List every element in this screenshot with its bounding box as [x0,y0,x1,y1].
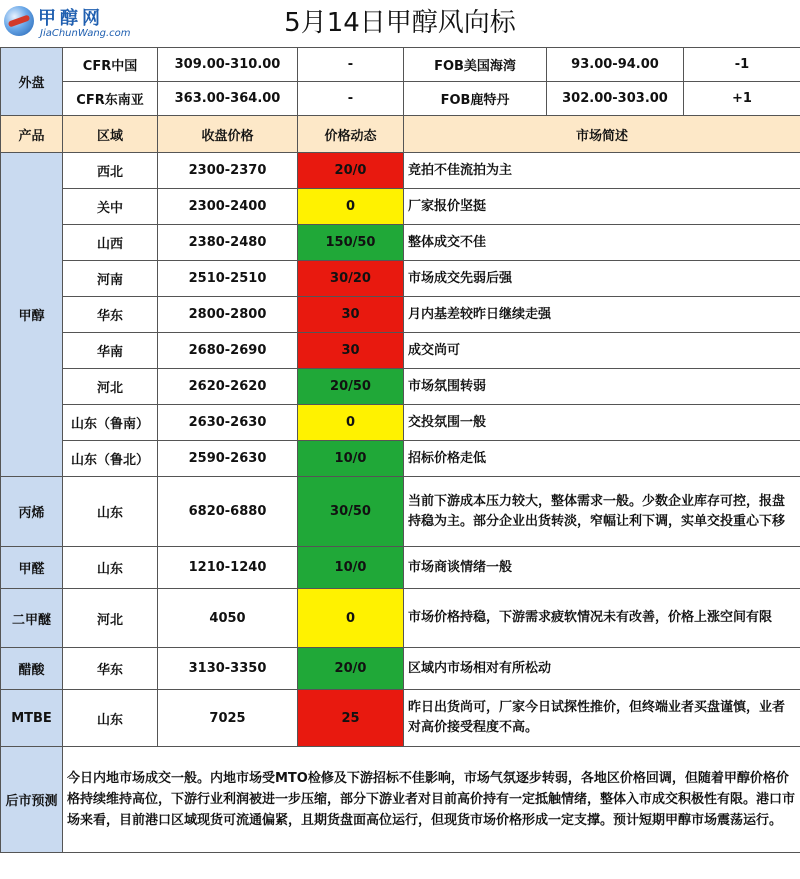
price-cell: 3130-3350 [158,648,298,690]
price-cell: 2590-2630 [158,441,298,477]
region-cell: 山东（鲁南） [63,405,158,441]
price-cell: 2620-2620 [158,369,298,405]
product-mtbe: MTBE [1,690,63,747]
product-methanol: 甲醇 [1,153,63,477]
brief-cell: 市场商谈情绪一般 [404,547,800,589]
region-cell: 河北 [63,589,158,648]
product-propylene: 丙烯 [1,477,63,547]
external-price: 309.00-310.00 [158,48,298,82]
price-table [0,47,800,853]
price-cell: 2510-2510 [158,261,298,297]
header-region: 区域 [63,116,158,153]
external-change: +1 [684,82,800,116]
sheet-header [0,0,800,48]
brief-cell: 市场氛围转弱 [404,369,800,405]
region-cell: 河北 [63,369,158,405]
price-cell: 7025 [158,690,298,747]
price-cell: 1210-1240 [158,547,298,589]
forecast-label: 后市预测 [1,747,63,853]
external-port: CFR东南亚 [63,82,158,116]
table-row [1,441,800,477]
region-cell: 山东 [63,547,158,589]
external-row [1,48,800,82]
logo-chinese-text: 甲醇网 [38,8,104,29]
trend-cell: 20/0 [298,648,404,690]
brief-cell: 招标价格走低 [404,441,800,477]
external-port: FOB美国海湾 [404,48,547,82]
product-formaldehyde: 甲醛 [1,547,63,589]
trend-cell: 30/50 [298,477,404,547]
trend-cell: 10/0 [298,441,404,477]
trend-cell: 10/0 [298,547,404,589]
brief-cell: 当前下游成本压力较大，整体需求一般。少数企业库存可控，报盘持稳为主。部分企业出货转淡，窄幅让利下调，实单交投重心下移 [404,477,800,547]
region-cell: 山东 [63,690,158,747]
table-row [1,690,800,747]
forecast-text: 今日内地市场成交一般。内地市场受MTO检修及下游招标不佳影响，市场气氛逐步转弱，各地区价格回调，但随着甲醇价格价格持续维持高位，下游行业利润被进一步压缩，部分下游业者对目前高价持有一定抵触情绪，整体入市成交积极性有限。港口市场来看，目前港口区域现货可流通偏紧，且期货盘面高位运行，但现货市场价格形成一定支撑。预计短期甲醇市场震荡运行。 [63,747,800,853]
header-price-trend: 价格动态 [298,116,404,153]
price-cell: 2300-2370 [158,153,298,189]
trend-cell: 150/50 [298,225,404,261]
product-dme: 二甲醚 [1,589,63,648]
brief-cell: 竞拍不佳流拍为主 [404,153,800,189]
brief-cell: 月内基差较昨日继续走强 [404,297,800,333]
external-change: - [298,82,404,116]
brief-cell: 整体成交不佳 [404,225,800,261]
trend-cell: 30 [298,297,404,333]
external-port: CFR中国 [63,48,158,82]
product-acetic-acid: 醋酸 [1,648,63,690]
table-row [1,648,800,690]
region-cell: 华东 [63,297,158,333]
table-row [1,153,800,189]
price-cell: 2680-2690 [158,333,298,369]
page-title: 5月14日甲醇风向标 [284,8,516,38]
external-price: 363.00-364.00 [158,82,298,116]
region-cell: 西北 [63,153,158,189]
header-market-brief: 市场简述 [404,116,800,153]
external-change: - [298,48,404,82]
price-cell: 4050 [158,589,298,648]
trend-cell: 20/50 [298,369,404,405]
price-cell: 2800-2800 [158,297,298,333]
trend-cell: 20/0 [298,153,404,189]
price-cell: 2630-2630 [158,405,298,441]
region-cell: 华东 [63,648,158,690]
region-cell: 山东（鲁北） [63,441,158,477]
trend-cell: 30 [298,333,404,369]
brief-cell: 市场成交先弱后强 [404,261,800,297]
logo-english-text: JiaChunWang.com [40,28,131,39]
table-row [1,369,800,405]
region-cell: 关中 [63,189,158,225]
table-row [1,261,800,297]
brief-cell: 交投氛围一般 [404,405,800,441]
brief-cell: 昨日出货尚可，厂家今日试探性推价，但终端业者买盘谨慎，业者对高价接受程度不高。 [404,690,800,747]
trend-cell: 30/20 [298,261,404,297]
trend-cell: 0 [298,189,404,225]
table-row [1,477,800,547]
table-row [1,589,800,648]
brief-cell: 区域内市场相对有所松动 [404,648,800,690]
brief-cell: 成交尚可 [404,333,800,369]
column-header-row [1,116,800,153]
external-port: FOB鹿特丹 [404,82,547,116]
external-price: 302.00-303.00 [547,82,684,116]
table-row [1,333,800,369]
region-cell: 华南 [63,333,158,369]
external-price: 93.00-94.00 [547,48,684,82]
external-row [1,82,800,116]
region-cell: 河南 [63,261,158,297]
table-row [1,405,800,441]
price-cell: 6820-6880 [158,477,298,547]
trend-cell: 25 [298,690,404,747]
table-row [1,297,800,333]
price-cell: 2380-2480 [158,225,298,261]
external-change: -1 [684,48,800,82]
region-cell: 山西 [63,225,158,261]
table-row [1,547,800,589]
region-cell: 山东 [63,477,158,547]
price-cell: 2300-2400 [158,189,298,225]
forecast-row [1,747,800,853]
trend-cell: 0 [298,405,404,441]
brief-cell: 厂家报价坚挺 [404,189,800,225]
table-row [1,225,800,261]
trend-cell: 0 [298,589,404,648]
header-close-price: 收盘价格 [158,116,298,153]
table-row [1,189,800,225]
header-product: 产品 [1,116,63,153]
brief-cell: 市场价格持稳，下游需求疲软情况未有改善，价格上涨空间有限 [404,589,800,648]
external-label: 外盘 [1,48,63,116]
